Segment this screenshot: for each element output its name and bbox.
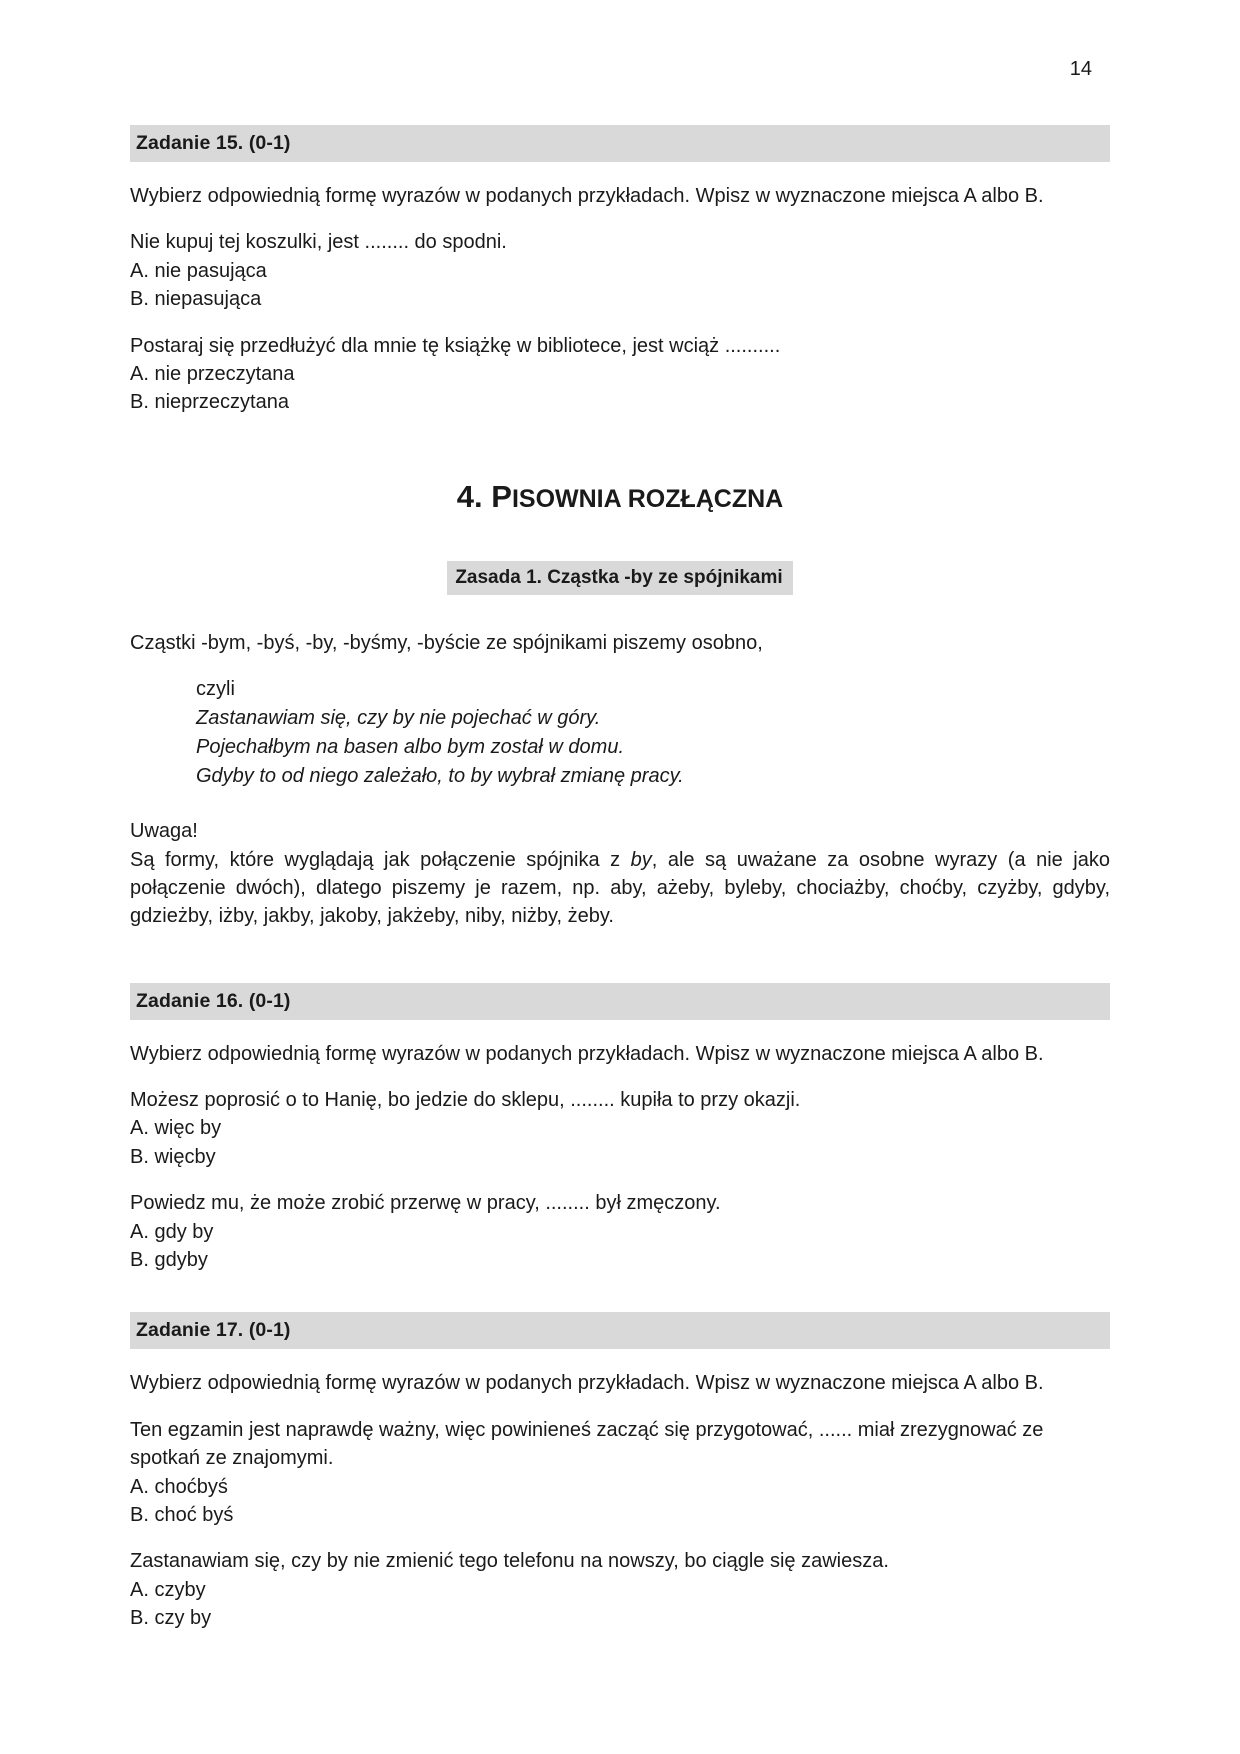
rule-note-part-2: , ale są uważane za osobne wyrazy (a nie jako połączenie dwóch), dlatego piszemy je razem, np. aby, ażeby, byleby, chociażby, choćby, czyżby, gdyby, gdzieżby, iżby, jakby, jakoby, jakżeby, niby, niżby, żeby.	[130, 848, 1110, 928]
rule-note-part-1: Są formy, które wyglądają jak połączenie spójnika z	[130, 848, 631, 871]
task-16-item-2-option-b: B. gdyby	[130, 1249, 208, 1272]
task-16-instruction: Wybierz odpowiednią formę wyrazów w podanych przykładach. Wpisz w wyznaczone miejsca A albo B.	[130, 1042, 1044, 1065]
task-16-item-2-option-a: A. gdy by	[130, 1220, 214, 1243]
rule-examples-block	[196, 675, 1110, 791]
task-15-item-1-sentence: Nie kupuj tej koszulki, jest ........ do spodni.	[130, 231, 507, 254]
section-number: 4.	[456, 478, 483, 514]
rule-example-2: Pojechałbym na basen albo bym został w domu.	[196, 736, 625, 759]
task-17-item-1-option-b: B. choć byś	[130, 1503, 234, 1526]
task-16-item-1-sentence: Możesz poprosić o to Hanię, bo jedzie do sklepu, ........ kupiła to przy okazji.	[130, 1089, 801, 1112]
task-15-item-2-option-a: A. nie przeczytana	[130, 362, 295, 385]
task-15-instruction: Wybierz odpowiednią formę wyrazów w podanych przykładach. Wpisz w wyznaczone miejsca A albo B.	[130, 185, 1044, 207]
task-15-item-1-option-a: A. nie pasująca	[130, 259, 267, 282]
task-16-item-1-option-b: B. więcby	[130, 1145, 216, 1168]
rule-example-1: Zastanawiam się, czy by nie pojechać w góry.	[196, 707, 601, 730]
section-title	[130, 479, 1110, 515]
task-17-instruction: Wybierz odpowiednią formę wyrazów w podanych przykładach. Wpisz w wyznaczone miejsca A albo B.	[130, 1372, 1044, 1395]
task-15-item-2-sentence: Postaraj się przedłużyć dla mnie tę książkę w bibliotece, jest wciąż ..........	[130, 334, 781, 357]
task-15-item-2-option-b: B. nieprzeczytana	[130, 391, 289, 414]
task-17-item-2-sentence: Zastanawiam się, czy by nie zmienić tego telefonu na nowszy, bo ciągle się zawiesza.	[130, 1550, 889, 1573]
section-title-first-letter: P	[491, 478, 512, 514]
rule-note-italic-word: by	[630, 848, 652, 871]
task-17-item-2-option-a: A. czyby	[130, 1578, 206, 1601]
rule-header: Zasada 1. Cząstka -by ze spójnikami	[447, 561, 792, 595]
rule-czyli-label: czyli	[196, 678, 235, 701]
section-title-rest: ISOWNIA ROZŁĄCZNA	[511, 484, 784, 513]
task-17-item-1-option-a: A. choćbyś	[130, 1475, 228, 1498]
rule-example-3: Gdyby to od niego zależało, to by wybrał zmianę pracy.	[196, 765, 684, 788]
task-16-item-2-sentence: Powiedz mu, że może zrobić przerwę w pracy, ........ był zmęczony.	[130, 1192, 721, 1215]
task-17-item-1-sentence: Ten egzamin jest naprawdę ważny, więc powinieneś zacząć się przygotować, ...... miał zrezygnować ze spotkań ze znajomymi.	[130, 1418, 1044, 1470]
task-header-15: Zadanie 15. (0-1)	[130, 125, 1110, 162]
task-17-item-2-option-b: B. czy by	[130, 1607, 212, 1630]
rule-note-text	[130, 846, 1110, 931]
task-header-17: Zadanie 17. (0-1)	[130, 1312, 1110, 1349]
task-header-16: Zadanie 16. (0-1)	[130, 983, 1110, 1020]
rule-intro: Cząstki -bym, -byś, -by, -byśmy, -byście ze spójnikami piszemy osobno,	[130, 631, 763, 654]
page-number: 14	[1069, 58, 1092, 80]
task-15-item-1-option-b: B. niepasująca	[130, 288, 262, 311]
rule-note-label: Uwaga!	[130, 820, 198, 843]
rule-header-wrap	[130, 561, 1110, 595]
task-16-item-1-option-a: A. więc by	[130, 1117, 222, 1140]
